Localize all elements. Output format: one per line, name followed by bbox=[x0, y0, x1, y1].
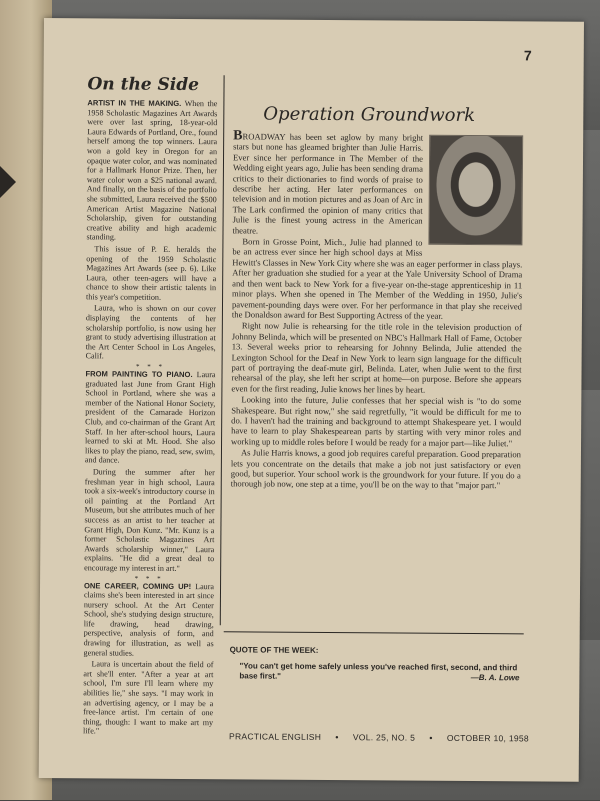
paragraph-text: When the 1958 Scholastic Magazines Art Awards were over last spring, 18-year-old Laura Edwards of Portland, Ore., found herself among the top winners. Laura won a gold key in Oregon for an opaque water color, and was nominated for a Hallmark Honor Prize. Then, her water color won a $25 national award. And finally, on the basis of the portfolio she submitted, Laura received the $500 American Artist Magazine National Scholarship, given for outstanding creative ability and high academic standing. bbox=[86, 98, 218, 242]
article-paragraph: As Julie Harris knows, a good job requires careful preparation. Good preparation lets you concentrate on the details that make a job not just satisfactory or even good, but superior. Your school work is the groundwork for your future. If you do a thorough job now, one step at a time, you'll be on the way to that "major part." bbox=[230, 447, 521, 491]
footer-separator: • bbox=[335, 732, 339, 743]
section-separator: * * * bbox=[134, 574, 164, 583]
section-lead: ONE CAREER, COMING UP! bbox=[84, 580, 192, 591]
article-paragraph: Born in Grosse Point, Mich., Julie had planned to be an actress ever since her high school days at Miss Hewitt's Classes in New York City where she was an eager performer in class plays. After her graduation she studied for a year at the Yale University School of Drama and then went back to New York for a five-year on-the-stage apprenticeship in 11 minor plays. When she opened in The Member of the Wedding in 1950, Julie's pavement-pounding days were over. For her performance in that play she received the Donaldson award for Best Supporting Actress of the year. bbox=[231, 236, 523, 321]
sidebar-paragraph bbox=[86, 98, 217, 243]
quote-heading: QUOTE OF THE WEEK: bbox=[229, 645, 319, 655]
sidebar-title: On the Side bbox=[87, 74, 200, 96]
sidebar-paragraph: This issue of P. E. heralds the opening of the 1959 Scholastic Magazines Art Awards (see p. 6). Like Laura, other teen-agers will have a chance to show their artistic talents in this year's competition. bbox=[86, 244, 217, 302]
paragraph-text: ROADWAY has been set aglow by many bright stars but none has gleamed brighter than Julie Harris. Ever since her performance in The Member of the Wedding eight years ago, Julie has been sending drama critics to their dictionaries to find words of praise to describe her acting. Her later performances on television and in motion pictures and as Joan of Arc in The Lark confirmed the opinion of many critics that Julie is the finest young actress in the American theatre. bbox=[232, 131, 424, 236]
page-footer bbox=[229, 731, 529, 743]
article-paragraph: Looking into the future, Julie confesses that her special wish is "to do some Shakespeare. But right now," she said regretfully, "it would be difficult for me to do. I haven't had the training and background to attempt Shakespeare yet. I would have to learn to play Shakespearean parts by starting with very minor roles and working up to middle roles before I would be ready for a major part—like Juliet." bbox=[231, 394, 522, 449]
magazine-name: PRACTICAL ENGLISH bbox=[228, 731, 322, 742]
julie-harris-photo bbox=[428, 135, 523, 246]
sidebar-paragraph: During the summer after her freshman year in high school, Laura took a six-week's introductory course in oil painting at the Portland Art Museum, but she attributes much of her success as an artist to her teacher at Grant High, Don Kunz. "Mr. Kunz is a former Scholastic Magazines Art Awards scholarship winner," Laura explains. "He did a great deal to encourage my interest in art." bbox=[84, 467, 215, 573]
quote-text: "You can't get home safely unless you've reached first, second, and third base first." bbox=[239, 661, 518, 681]
section-lead: ARTIST IN THE MAKING. bbox=[87, 98, 182, 108]
section-lead: FROM PAINTING TO PIANO. bbox=[85, 369, 193, 380]
drop-cap: B bbox=[233, 128, 243, 144]
issue-date: OCTOBER 10, 1958 bbox=[446, 732, 530, 744]
sidebar-column bbox=[83, 68, 218, 739]
footer-separator: • bbox=[429, 732, 433, 743]
article-title: Operation Groundwork bbox=[263, 103, 476, 127]
arrow-icon bbox=[0, 160, 16, 204]
paragraph-text: Laura graduated last June from Grant High School in Portland, where she was a member of the National Honor Society, president of the Camarade Horizon Club, and co-chairman of the Grant Art Staff. In her after-school hours, Laura learned to ski at Mt. Hood. She also likes to play the piano, read, sew, swim, and dance. bbox=[84, 370, 216, 465]
sidebar-paragraph bbox=[84, 581, 215, 659]
volume-number: VOL. 25, NO. 5 bbox=[352, 732, 416, 743]
quote-divider bbox=[224, 631, 524, 634]
article-column bbox=[230, 128, 523, 492]
article-paragraph: Right now Julie is rehearsing for the title role in the television production of Johnny Belinda, which will be presented on NBC's Hallmark Hall of Fame, October 13. Several weeks prior to rehearsing for Johnny Belinda, Julie attended the Lexington School for the Deaf in New York to learn sign language for the difficult part of portraying the deaf-mute girl, Belinda. Later, when Julie went to the first rehearsal of the play, she left her script at home—on purpose. Before she appears even for the first reading, Julie knows her lines by heart. bbox=[231, 320, 522, 395]
sidebar-paragraph: Laura, who is shown on our cover displaying the contents of her scholarship portfolio, is now using her grant to study advertising illustration at the Art Center School in Los Angeles, Calif. bbox=[85, 303, 217, 361]
magazine-page bbox=[39, 18, 584, 782]
page-number: 7 bbox=[523, 47, 532, 64]
section-separator: * * * bbox=[136, 362, 166, 371]
quote-author: —B. A. Lowe bbox=[470, 672, 520, 683]
sidebar-paragraph: Laura is uncertain about the field of art she'll enter. "After a year at art school, I'm sure I'll learn where my abilities lie," she says. "I may work in an advertising agency, or I may be a free-lance artist. I'm certain of one thing, though: I want to make art my life." bbox=[82, 659, 214, 736]
column-divider bbox=[220, 75, 225, 625]
quote-body bbox=[239, 661, 519, 683]
paragraph-text: Laura claims she's been interested in art since nursery school. At the Art Center School, she's studying design structure, life drawing, head drawing, perspective, analysis of form, and drawing for illustration, as well as general studies. bbox=[83, 581, 215, 658]
sidebar-paragraph bbox=[85, 369, 216, 466]
